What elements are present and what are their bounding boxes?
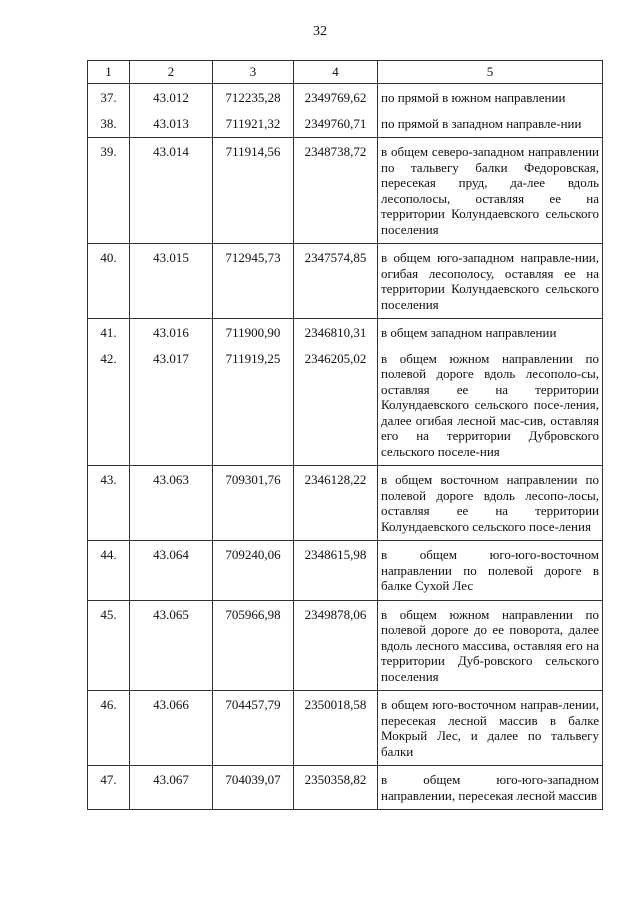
row-number: 43. [88, 466, 130, 541]
point-id: 43.013 [130, 106, 213, 138]
page-number: 32 [313, 24, 327, 39]
coordinate-x: 711921,32 [213, 106, 294, 138]
direction-description: в общем восточном направлении по полевой дороге вдоль лесопо-лосы, оставляя ее на территории Колундаевского сельского посе-ления [378, 466, 603, 541]
row-number: 38. [88, 106, 130, 138]
point-id: 43.067 [130, 766, 213, 810]
coordinate-x: 709240,06 [213, 541, 294, 601]
coordinate-y: 2349769,62 [294, 84, 378, 106]
boundary-points-table [87, 60, 603, 810]
table-row [88, 138, 603, 244]
coordinate-y: 2350358,82 [294, 766, 378, 810]
row-number: 47. [88, 766, 130, 810]
coordinate-x: 711900,90 [213, 319, 294, 341]
direction-description: в общем юго-юго-западном направлении, пересекая лесной массив [378, 766, 603, 810]
coordinate-x: 711919,25 [213, 341, 294, 466]
coordinate-x: 704039,07 [213, 766, 294, 810]
direction-description: в общем юго-юго-восточном направлении по полевой дороге в балке Сухой Лес [378, 541, 603, 601]
point-id: 43.012 [130, 84, 213, 106]
direction-description: в общем западном направлении [378, 319, 603, 341]
coordinate-y: 2346128,22 [294, 466, 378, 541]
table-row [88, 84, 603, 106]
row-number: 41. [88, 319, 130, 341]
table-row [88, 691, 603, 766]
direction-description: в общем юго-восточном направ-лении, пересекая лесной массив в балке Мокрый Лес, и далее по тальвегу балки [378, 691, 603, 766]
column-header-4: 4 [294, 61, 378, 84]
direction-description: в общем северо-западном направлении по тальвегу балки Федоровская, пересекая пруд, да-лее вдоль лесополосы, оставляя ее на территории Колундаевского сельского поселения [378, 138, 603, 244]
coordinate-y: 2349878,06 [294, 600, 378, 691]
coordinate-y: 2349760,71 [294, 106, 378, 138]
point-id: 43.065 [130, 600, 213, 691]
point-id: 43.066 [130, 691, 213, 766]
direction-description: в общем южном направлении по полевой дороге вдоль лесополо-сы, оставляя ее на территории Колундаевского сельского посе-ления, далее огибая лесной мас-сив, оставляя его на территории Дубровского сельского поселе-ния [378, 341, 603, 466]
table-row [88, 319, 603, 341]
column-header-2: 2 [130, 61, 213, 84]
table-row [88, 466, 603, 541]
point-id: 43.014 [130, 138, 213, 244]
table-row [88, 766, 603, 810]
row-number: 46. [88, 691, 130, 766]
coordinate-y: 2348738,72 [294, 138, 378, 244]
coordinate-x: 712945,73 [213, 244, 294, 319]
coordinate-x: 711914,56 [213, 138, 294, 244]
coordinate-y: 2348615,98 [294, 541, 378, 601]
row-number: 45. [88, 600, 130, 691]
row-number: 37. [88, 84, 130, 106]
direction-description: в общем юго-западном направле-нии, огибая лесополосу, оставляя ее на территории Колундаевского сельского поселения [378, 244, 603, 319]
coordinate-y: 2350018,58 [294, 691, 378, 766]
header-row [88, 61, 603, 84]
point-id: 43.064 [130, 541, 213, 601]
coordinate-y: 2346205,02 [294, 341, 378, 466]
row-number: 44. [88, 541, 130, 601]
direction-description: по прямой в западном направле-нии [378, 106, 603, 138]
column-header-5: 5 [378, 61, 603, 84]
direction-description: по прямой в южном направлении [378, 84, 603, 106]
coordinate-x: 705966,98 [213, 600, 294, 691]
point-id: 43.063 [130, 466, 213, 541]
table-row [88, 341, 603, 466]
point-id: 43.015 [130, 244, 213, 319]
table-row [88, 244, 603, 319]
point-id: 43.017 [130, 341, 213, 466]
direction-description: в общем южном направлении по полевой дороге до ее поворота, далее вдоль лесного массива, оставляя его на территории Дуб-ровского сельского поселения [378, 600, 603, 691]
column-header-1: 1 [88, 61, 130, 84]
table-row [88, 106, 603, 138]
table-body [88, 84, 603, 810]
point-id: 43.016 [130, 319, 213, 341]
coordinate-y: 2347574,85 [294, 244, 378, 319]
column-header-3: 3 [213, 61, 294, 84]
coordinate-x: 709301,76 [213, 466, 294, 541]
table-row [88, 541, 603, 601]
row-number: 42. [88, 341, 130, 466]
coordinate-y: 2346810,31 [294, 319, 378, 341]
row-number: 40. [88, 244, 130, 319]
table-row [88, 600, 603, 691]
coordinate-x: 712235,28 [213, 84, 294, 106]
coordinate-x: 704457,79 [213, 691, 294, 766]
row-number: 39. [88, 138, 130, 244]
